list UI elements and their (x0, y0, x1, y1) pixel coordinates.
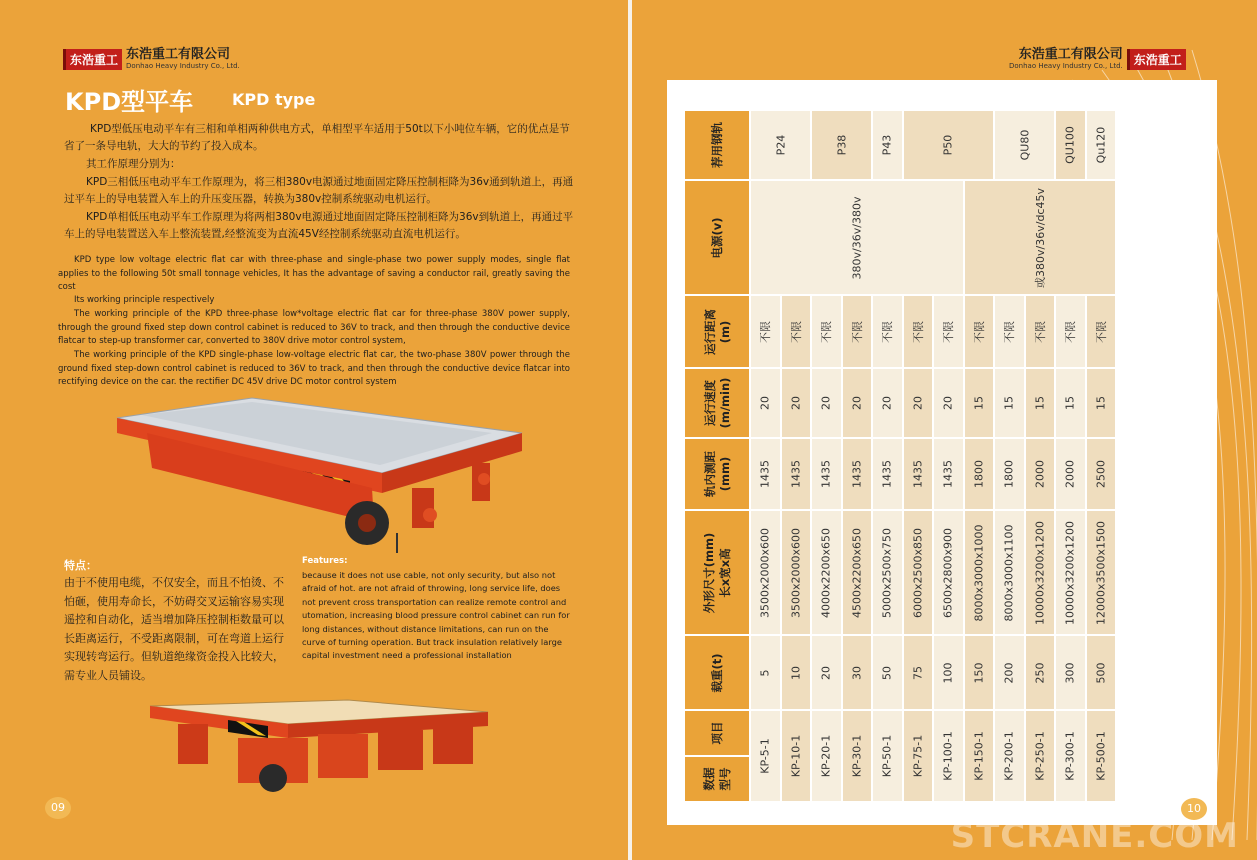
table-header-distance-text: 运行距离 (m) (703, 308, 732, 355)
table-cell-gauge (1055, 438, 1086, 510)
table-cell-size-text: 10000x3200x1200 (1063, 520, 1077, 625)
table-cell-model-text: KP-30-1 (850, 734, 864, 778)
intro-paragraph-en: KPD type low voltage electric flat car with three-phase and single-phase two power supply modes, single flat applies to the following 50t small tonnage vehicles, It has the advantage of saving a conductor rail, greatly saving the cost (58, 255, 570, 292)
table-cell-size-text: 8000x3000x1100 (1002, 523, 1016, 622)
table-cell-speed (750, 368, 781, 438)
table-cell-model (781, 710, 812, 802)
table-cell-size-text: 3500x2000x600 (789, 527, 803, 618)
principle-heading-en: Its working principle respectively (74, 295, 215, 305)
table-cell-size (1086, 510, 1117, 635)
table-cell-load-text: 50 (880, 665, 894, 680)
table-cell-rail-text: P50 (941, 134, 955, 156)
table-cell-model-text: KP-300-1 (1063, 731, 1077, 781)
table-cell-distance-text: 不限 (850, 320, 864, 343)
table-cell-speed-text: 15 (1063, 396, 1077, 410)
table-cell-load-text: 100 (941, 662, 955, 683)
table-cell-speed (1055, 368, 1086, 438)
table-cell-load (1086, 635, 1117, 710)
features-body-en: because it does not use cable, not only security, but also not afraid of hot. are not afraid of throwing, long service life, does not prevent cross transportation can realize remote control and utomation, increasing blood pressure control cabinet can run for long distances, without distance limitations, can run on the curve of turning operation. But track insulation relatively large capital investment need a professional installation (302, 570, 570, 661)
table-cell-model (903, 710, 934, 802)
table-header-size (684, 510, 750, 635)
table-cell-size-text: 4000x2200x650 (819, 527, 833, 618)
table-cell-model (1055, 710, 1086, 802)
table-cell-distance (781, 295, 812, 368)
table-cell-rail (994, 110, 1055, 180)
table-cell-speed (781, 368, 812, 438)
table-cell-gauge (811, 438, 842, 510)
table-cell-speed (964, 368, 995, 438)
table-cell-load (903, 635, 934, 710)
table-cell-load-text: 75 (911, 665, 925, 680)
table-cell-gauge (781, 438, 812, 510)
page-number-left: 09 (45, 797, 71, 819)
table-header-gauge (684, 438, 750, 510)
table-cell-gauge-text: 2000 (1063, 460, 1077, 488)
table-cell-distance (842, 295, 873, 368)
table-cell-size-text: 12000x3500x1500 (1094, 520, 1108, 625)
table-cell-load (842, 635, 873, 710)
three-phase-paragraph-en: The working principle of the KPD three-phase low*voltage electric flat car for three-phase 380V power supply, through the ground fixed step down control cabinet is reduced to 36V to track, and then through the conductive device flatcar to step-up transformer car, converted to 380V drive motor control system, (58, 309, 570, 346)
table-header-model-bottom (684, 756, 750, 802)
table-cell-size-text: 4500x2200x650 (850, 527, 864, 618)
table-cell-distance-text: 不限 (789, 320, 803, 343)
table-cell-distance-text: 不限 (911, 320, 925, 343)
table-cell-speed-text: 20 (941, 396, 955, 410)
table-cell-size (964, 510, 995, 635)
table-cell-load-text: 200 (1002, 662, 1016, 683)
table-cell-distance-text: 不限 (1094, 320, 1108, 343)
table-cell-distance (1025, 295, 1056, 368)
table-cell-size-text: 3500x2000x600 (758, 527, 772, 618)
table-cell-gauge-text: 2500 (1094, 460, 1108, 488)
table-cell-speed (872, 368, 903, 438)
table-cell-load (750, 635, 781, 710)
table-cell-gauge (903, 438, 934, 510)
table-cell-model-text: KP-50-1 (880, 734, 894, 778)
table-cell-gauge-text: 1435 (758, 460, 772, 488)
table-cell-load-text: 10 (789, 665, 803, 680)
table-cell-gauge (842, 438, 873, 510)
table-cell-speed-text: 20 (850, 396, 864, 410)
table-cell-model-text: KP-5-1 (758, 738, 772, 774)
table-cell-model-text: KP-10-1 (789, 734, 803, 778)
table-cell-load-text: 150 (972, 662, 986, 683)
table-cell-rail (811, 110, 872, 180)
table-cell-power (964, 180, 1117, 295)
flat-car-image-small (148, 698, 493, 810)
table-cell-load (933, 635, 964, 710)
table-header-load-text: 载重(t) (710, 652, 724, 693)
table-header-model-top (684, 710, 750, 756)
table-cell-distance (964, 295, 995, 368)
table-cell-size-text: 5000x2500x750 (880, 527, 894, 618)
table-cell-load (781, 635, 812, 710)
table-cell-distance (811, 295, 842, 368)
table-cell-model (750, 710, 781, 802)
table-cell-model (842, 710, 873, 802)
table-header-model-bottom-text: 数据 型号 (702, 767, 732, 791)
features-title-en: Features: (302, 556, 348, 566)
company-name-cn: 东浩重工有限公司 (126, 47, 231, 62)
company-name-en-right: Donhao Heavy Industry Co., Ltd. (1009, 62, 1123, 70)
table-cell-size (842, 510, 873, 635)
table-cell-model-text: KP-20-1 (819, 734, 833, 778)
table-cell-distance (750, 295, 781, 368)
table-header-rail (684, 110, 750, 180)
table-cell-model-text: KP-100-1 (941, 731, 955, 781)
spec-table (667, 80, 1217, 825)
table-cell-model (1025, 710, 1056, 802)
watermark: STCRANE.COM (950, 816, 1239, 856)
table-cell-model-text: KP-75-1 (911, 734, 925, 778)
logo-mark: 东浩重工 (63, 49, 122, 70)
table-cell-gauge-text: 1435 (850, 460, 864, 488)
table-cell-power-text: 或380v/36v/dc45v (1033, 187, 1047, 288)
table-cell-load (964, 635, 995, 710)
right-page (632, 0, 1257, 860)
table-cell-model (994, 710, 1025, 802)
table-header-load (684, 635, 750, 710)
flat-car-image-large (112, 393, 532, 558)
table-cell-size-text: 10000x3200x1200 (1033, 520, 1047, 625)
table-header-speed (684, 368, 750, 438)
table-cell-model (811, 710, 842, 802)
table-cell-distance-text: 不限 (1003, 320, 1017, 343)
table-cell-size-text: 6000x2500x850 (911, 527, 925, 618)
table-cell-gauge (1025, 438, 1056, 510)
table-cell-size-text: 8000x3000x1000 (972, 523, 986, 622)
table-cell-speed-text: 15 (1033, 396, 1047, 410)
features-title-cn: 特点： (64, 559, 97, 572)
table-cell-rail-text: P38 (835, 134, 848, 156)
table-cell-speed-text: 15 (972, 396, 986, 410)
table-cell-load-text: 250 (1033, 662, 1047, 683)
table-cell-gauge-text: 2000 (1033, 460, 1047, 488)
page-number-right: 10 (1181, 798, 1207, 820)
table-cell-gauge-text: 1435 (941, 460, 955, 488)
table-cell-distance-text: 不限 (942, 320, 956, 343)
table-cell-distance-text: 不限 (881, 320, 895, 343)
table-cell-load-text: 300 (1063, 662, 1077, 683)
table-cell-model (964, 710, 995, 802)
single-phase-paragraph-en: The working principle of the KPD single-phase low-voltage electric flat car, the two-phase 380V power through the ground fixed step-down control cabinet is reduced to 36V to track, and then through the conductive device flatcar into rectifying device on the car. the rectifier DC 45V drive DC motor control system (58, 350, 570, 387)
table-cell-gauge (750, 438, 781, 510)
table-cell-rail (1055, 110, 1086, 180)
table-cell-rail (872, 110, 903, 180)
table-cell-gauge-text: 1435 (911, 460, 925, 488)
brand-logo-right (1009, 48, 1186, 71)
table-cell-model-text: KP-500-1 (1094, 731, 1108, 781)
table-cell-size (872, 510, 903, 635)
page-title-en: KPD type (232, 90, 316, 109)
table-cell-load-text: 20 (819, 665, 833, 680)
table-cell-rail-text: P43 (880, 134, 894, 156)
table-cell-speed (994, 368, 1025, 438)
table-cell-power-text: 380v/36v/380v (850, 196, 864, 279)
table-cell-model (872, 710, 903, 802)
table-cell-speed-text: 15 (1094, 396, 1108, 410)
table-cell-gauge-text: 1800 (972, 460, 986, 488)
table-cell-gauge-text: 1435 (880, 460, 894, 488)
features-body-cn: 由于不使用电缆，不仅安全，而且不怕烫、不怕砸，使用寿命长，不妨碍交叉运输容易实现遥控和自动化，适当增加降压控制柜数量可以长距离运行，不受距离限制，可在弯道上运行实现转弯运行。但轨道绝缘资金投入比较大，需专业人员铺设。 (64, 576, 284, 682)
table-cell-gauge (1086, 438, 1117, 510)
table-cell-load (811, 635, 842, 710)
table-cell-size (1055, 510, 1086, 635)
table-cell-rail-text: QU80 (1018, 129, 1031, 161)
table-header-speed-text: 运行速度 (m/min) (703, 377, 732, 429)
table-cell-power (750, 180, 964, 295)
table-cell-size (903, 510, 934, 635)
table-header-gauge-text: 轨内测距 (mm) (703, 451, 732, 497)
table-cell-speed (903, 368, 934, 438)
table-cell-model (933, 710, 964, 802)
table-cell-distance-text: 不限 (972, 320, 986, 343)
table-cell-size (750, 510, 781, 635)
principle-heading-cn: 其工作原理分别为： (86, 158, 181, 170)
table-cell-load-text: 500 (1094, 662, 1108, 683)
table-cell-speed (933, 368, 964, 438)
table-cell-speed-text: 20 (911, 396, 925, 410)
table-cell-distance (994, 295, 1025, 368)
table-cell-distance (1086, 295, 1117, 368)
table-cell-size (781, 510, 812, 635)
table-cell-size (933, 510, 964, 635)
table-cell-distance-text: 不限 (1064, 320, 1078, 343)
table-cell-speed (1086, 368, 1117, 438)
table-cell-gauge (933, 438, 964, 510)
table-cell-load (1055, 635, 1086, 710)
table-cell-load (1025, 635, 1056, 710)
table-cell-load-text: 30 (850, 665, 864, 680)
table-cell-rail (903, 110, 995, 180)
table-cell-size (994, 510, 1025, 635)
table-cell-distance (872, 295, 903, 368)
table-cell-rail-text: QU100 (1063, 126, 1077, 164)
company-name-cn-right: 东浩重工有限公司 (1018, 47, 1123, 62)
table-cell-gauge (994, 438, 1025, 510)
table-cell-speed (811, 368, 842, 438)
table-cell-speed-text: 20 (819, 396, 833, 410)
page-title-cn: KPD型平车 (65, 88, 194, 116)
table-cell-load (994, 635, 1025, 710)
table-cell-speed-text: 20 (880, 396, 894, 410)
three-phase-paragraph-cn: KPD三相低压电动平车工作原理为，将三相380v电源通过地面固定降压控制柜降为36v通到轨道上，再通过平车上的导电装置入车上的升压变压器，转换为380v控制系统驱动电机运行。 (64, 176, 574, 205)
table-cell-rail-text: P24 (774, 134, 787, 156)
table-header-power-text: 电源(v) (710, 216, 724, 259)
table-cell-model (1086, 710, 1117, 802)
table-cell-model-text: KP-250-1 (1033, 731, 1047, 781)
logo-mark-right: 东浩重工 (1127, 49, 1186, 70)
table-cell-load (872, 635, 903, 710)
table-cell-size (811, 510, 842, 635)
table-cell-gauge-text: 1800 (1002, 460, 1016, 488)
table-header-model-top-text: 项目 (710, 721, 724, 745)
table-cell-gauge-text: 1435 (819, 460, 833, 488)
table-cell-gauge (964, 438, 995, 510)
table-cell-model-text: KP-150-1 (972, 731, 986, 781)
table-cell-distance-text: 不限 (759, 320, 773, 343)
table-cell-distance-text: 不限 (1033, 320, 1047, 343)
table-cell-model-text: KP-200-1 (1002, 731, 1016, 781)
table-cell-rail (1086, 110, 1117, 180)
brand-logo (63, 48, 240, 71)
table-cell-size (1025, 510, 1056, 635)
table-header-distance (684, 295, 750, 368)
table-cell-speed-text: 20 (758, 396, 772, 410)
company-name-en: Donhao Heavy Industry Co., Ltd. (126, 62, 240, 70)
table-cell-distance (903, 295, 934, 368)
table-header-size-text: 外形尺寸(mm) 长x宽x高 (702, 532, 732, 613)
table-cell-rail (750, 110, 811, 180)
table-cell-speed (842, 368, 873, 438)
left-page (0, 0, 628, 860)
table-cell-distance (1055, 295, 1086, 368)
table-cell-gauge (872, 438, 903, 510)
intro-paragraph-cn: KPD型低压电动平车有三相和单相两种供电方式，单相型平车适用于50t以下小吨位车辆，它的优点是节省了一条导电轨，大大的节约了投入成本。 (64, 123, 570, 152)
table-cell-distance-text: 不限 (820, 320, 834, 343)
single-phase-paragraph-cn: KPD单相低压电动平车工作原理为将两相380v电源通过地面固定降压控制柜降为36v到轨道上，再通过平车上的导电装置送入车上整流装置,经整流变为直流45V经控制系统驱动直流电机运行。 (64, 211, 574, 240)
table-cell-rail-text: Qu120 (1094, 126, 1108, 164)
table-cell-distance (933, 295, 964, 368)
table-cell-speed (1025, 368, 1056, 438)
table-header-rail-text: 荐用钢轨 (710, 122, 724, 168)
table-cell-speed-text: 20 (789, 396, 803, 410)
table-cell-speed-text: 15 (1002, 396, 1016, 410)
table-cell-load-text: 5 (758, 669, 772, 676)
table-cell-gauge-text: 1435 (789, 460, 803, 488)
table-header-power (684, 180, 750, 295)
table-cell-size-text: 6500x2800x900 (941, 527, 955, 618)
